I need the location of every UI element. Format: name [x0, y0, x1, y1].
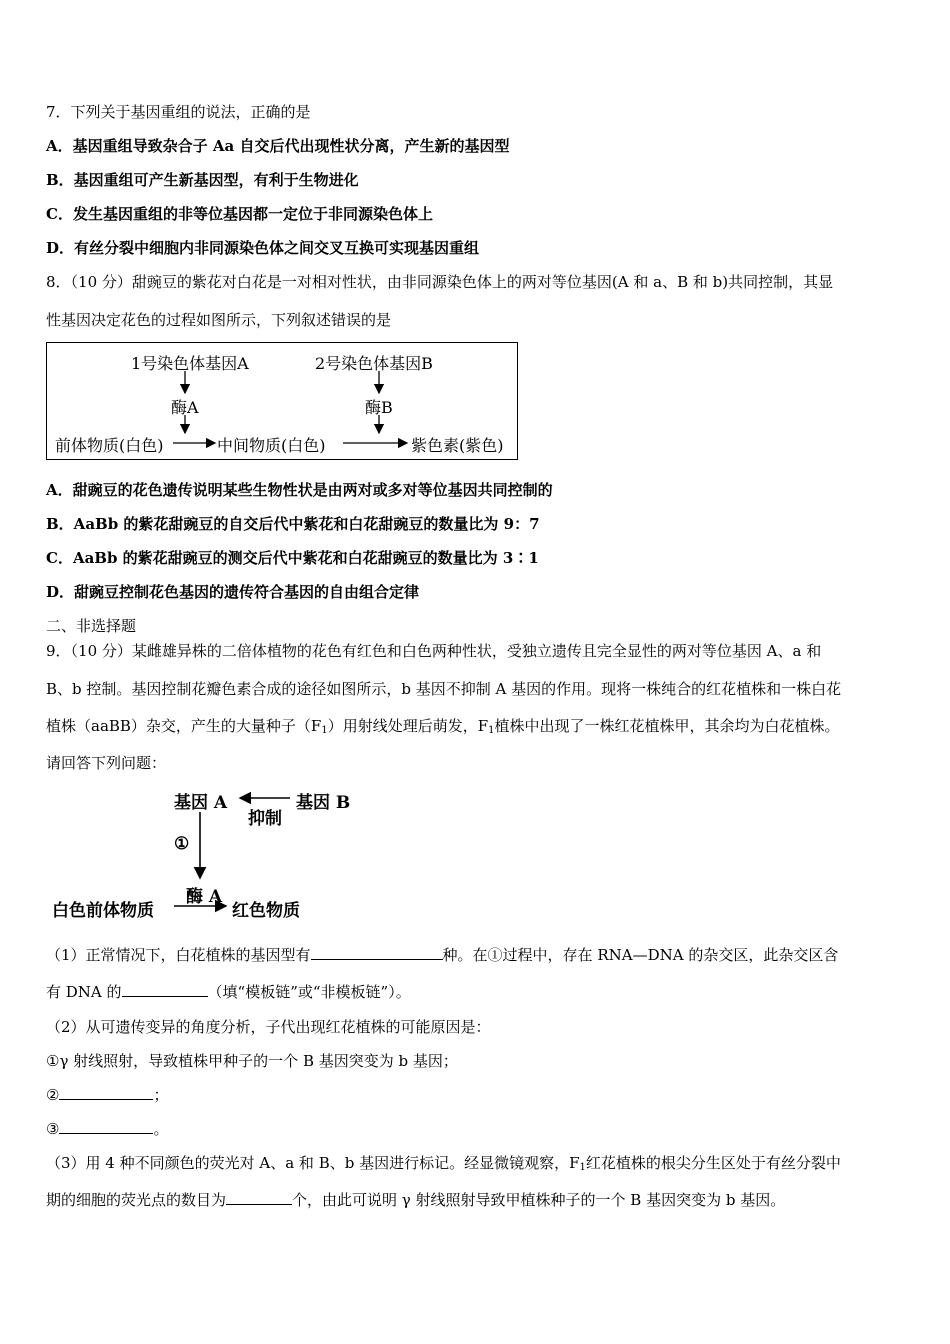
answer-blank-reason-2[interactable]	[59, 1085, 153, 1100]
fig2-product: 红色物质	[232, 901, 300, 921]
fig2-gene-a: 基因 A	[174, 793, 228, 813]
answer-blank-dna-strand[interactable]	[122, 982, 208, 997]
fig1-gene-a: 1号染色体基因A	[131, 354, 249, 373]
q8-stem-line1: 8．（10 分）甜豌豆的紫花对白花是一对相对性状，由非同源染色体上的两对等位基因(A 和 a、B 和 b)共同控制，其显	[46, 273, 834, 291]
q9-p2-head: （2）从可遗传变异的角度分析，子代出现红花植株的可能原因是：	[46, 1018, 491, 1036]
section-title: 二、非选择题	[46, 617, 137, 635]
q7-option-d: D．有丝分裂中细胞内非同源染色体之间交叉互换可实现基因重组	[46, 239, 480, 257]
fig1-enzyme-a: 酶A	[171, 398, 199, 417]
q9-pathway-figure	[46, 778, 366, 928]
q9-p2-item2: ② ；	[46, 1086, 169, 1104]
answer-blank-reason-3[interactable]	[59, 1119, 153, 1134]
q9-p2-item3: ③ 。	[46, 1120, 169, 1138]
fig2-step-marker: ①	[174, 834, 190, 854]
q9-p3-line2: 期的细胞的荧光点的数目为 个，由此可说明 γ 射线照射导致甲植株种子的一个 B 基因突变为 b 基因。	[46, 1191, 786, 1209]
fig2-precursor: 白色前体物质	[52, 901, 154, 921]
q8-pathway-figure	[46, 342, 518, 460]
q9-line1: 9．（10 分）某雌雄异株的二倍体植物的花色有红色和白色两种性状，受独立遗传且完全显性的两对等位基因 A、a 和	[46, 642, 822, 660]
fig1-enzyme-b: 酶B	[365, 398, 393, 417]
fig1-intermediate: 中间物质(白色)	[217, 436, 326, 455]
q7-stem: 7．下列关于基因重组的说法，正确的是	[46, 103, 311, 121]
q7-option-a: A．基因重组导致杂合子 Aa 自交后代出现性状分离，产生新的基因型	[46, 137, 510, 155]
fig2-gene-b: 基因 B	[296, 793, 351, 813]
fig2-arrows	[46, 778, 366, 928]
q8-option-b: B．AaBb 的紫花甜豌豆的自交后代中紫花和白花甜豌豆的数量比为 9：7	[46, 515, 540, 533]
q9-line2: B、b 控制。基因控制花瓣色素合成的途径如图所示，b 基因不抑制 A 基因的作用。现将一株纯合的红花植株和一株白花	[46, 680, 842, 698]
fig1-gene-b: 2号染色体基因B	[315, 354, 433, 373]
fig1-arrows	[47, 343, 519, 461]
q7-option-c: C．发生基因重组的非等位基因都一定位于非同源染色体上	[46, 205, 433, 223]
answer-blank-genotype-count[interactable]	[311, 945, 443, 960]
fig2-inhibit-label: 抑制	[248, 809, 282, 829]
q8-option-a: A．甜豌豆的花色遗传说明某些生物性状是由两对或多对等位基因共同控制的	[46, 481, 553, 499]
q9-p1-line1: （1）正常情况下，白花植株的基因型有 种。在①过程中，存在 RNA—DNA 的杂交区，此杂交区含	[46, 946, 839, 964]
q9-p2-item1: ①γ 射线照射，导致植株甲种子的一个 B 基因突变为 b 基因；	[46, 1052, 458, 1070]
fig1-pigment: 紫色素(紫色)	[411, 436, 504, 455]
q8-option-c: C．AaBb 的紫花甜豌豆的测交后代中紫花和白花甜豌豆的数量比为 3∶1	[46, 549, 539, 567]
q9-p1-line2: 有 DNA 的 （填“模板链”或“非模板链”）。	[46, 983, 411, 1001]
q7-option-b: B．基因重组可产生新基因型，有利于生物进化	[46, 171, 359, 189]
answer-blank-fluorescent-count[interactable]	[226, 1190, 292, 1205]
q9-line4: 请回答下列问题：	[46, 754, 167, 772]
q9-line3: 植株（aaBB）杂交，产生的大量种子$(F_1)$用射线处理后萌发，$F_1$植株中出现了一株红花植株甲，其余均为白花植株。	[46, 717, 840, 736]
fig1-precursor: 前体物质(白色)	[55, 436, 164, 455]
q8-stem-line2: 性基因决定花色的过程如图所示，下列叙述错误的是	[46, 311, 392, 329]
q8-option-d: D．甜豌豆控制花色基因的遗传符合基因的自由组合定律	[46, 583, 420, 601]
q9-p3-line1: （3）用 4 种不同颜色的荧光对 A、a 和 B、b 基因进行标记。经显微镜观察，$F_1$红花植株的根尖分生区处于有丝分裂中	[46, 1154, 841, 1173]
fig2-enzyme-label: 酶 A	[186, 887, 223, 907]
